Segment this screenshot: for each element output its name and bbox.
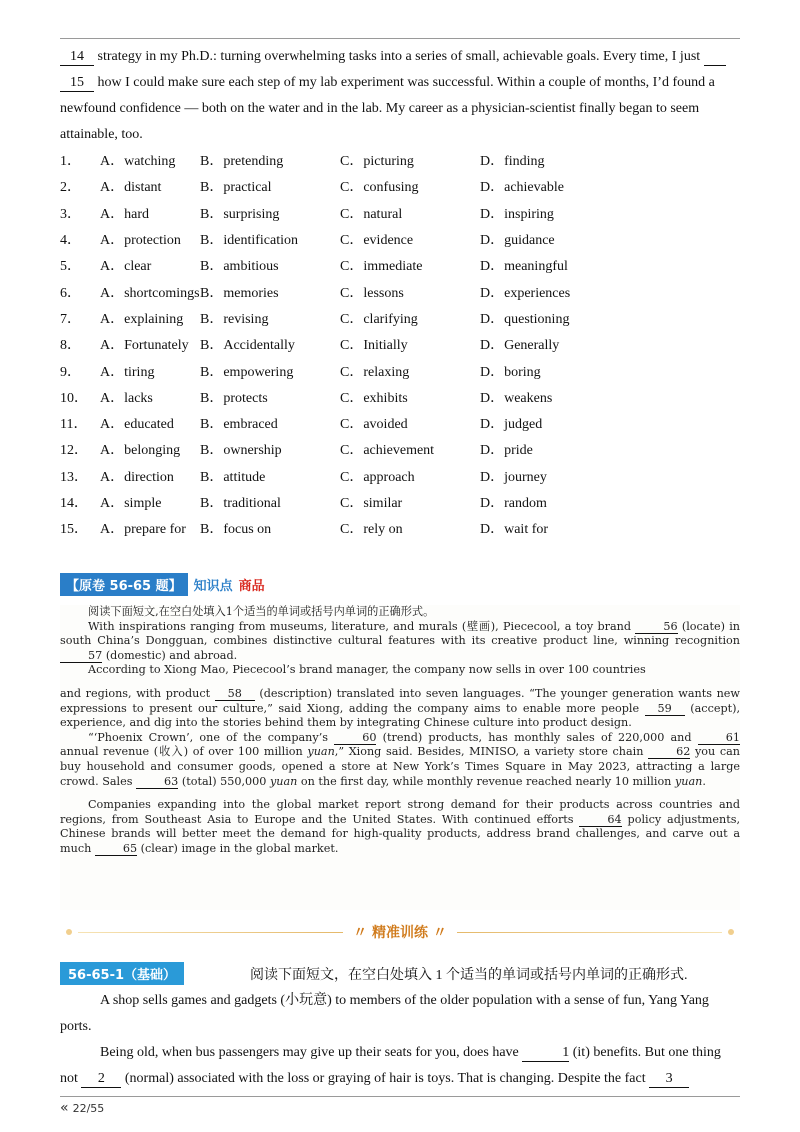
passage-continuation — [60, 44, 740, 148]
option-row — [60, 278, 760, 304]
option-row — [60, 147, 760, 173]
option-b: B．ownership — [200, 443, 282, 459]
blank-65: 65 — [95, 843, 137, 856]
option-c: C．clarifying — [340, 311, 418, 327]
option-number: 12． — [60, 443, 88, 459]
blank-62: 62 — [648, 746, 690, 759]
option-number: 13． — [60, 469, 88, 485]
blank-56: 56 — [635, 621, 677, 634]
scanned-passage — [60, 605, 740, 910]
option-d: D．pride — [480, 443, 533, 459]
option-row — [60, 357, 760, 383]
option-c: C．immediate — [340, 259, 423, 275]
divider-dot-icon — [728, 929, 734, 935]
blank-63: 63 — [136, 776, 178, 789]
scan-paragraph-2: According to Xiong Mao, Piececool’s brand manager, the company now sells in over 100 countries — [88, 663, 646, 677]
option-c: C．rely on — [340, 522, 403, 538]
blank-2: 2 — [81, 1071, 121, 1088]
option-c: C．Initially — [340, 338, 408, 354]
divider-line-right — [457, 932, 722, 933]
option-b: B．surprising — [200, 206, 280, 222]
option-c: C．confusing — [340, 180, 419, 196]
option-row — [60, 436, 760, 462]
option-a: A．direction — [100, 469, 174, 485]
exercise-paragraph-3: not 2 (normal) associated with the loss or graying of hair is toys. That is changing. Despite the fact 3 — [60, 1066, 740, 1092]
option-d: D．inspiring — [480, 206, 554, 222]
option-d: D．weakens — [480, 390, 553, 406]
divider-label: 〃 精准训练 〃 — [353, 925, 447, 941]
option-number: 5． — [60, 259, 81, 275]
option-c: C．approach — [340, 469, 415, 485]
option-c: C．achievement — [340, 443, 435, 459]
blank-64: 64 — [579, 814, 621, 827]
divider-line-left — [78, 932, 343, 933]
option-row — [60, 305, 760, 331]
option-d: D．wait for — [480, 522, 549, 538]
top-rule — [60, 38, 740, 39]
scan-paragraph-3: and regions, with product 58 (description) translated into seven languages. “The younger generation wants new expressions to present our culture,” said Xiong, adding the company aims to enable more people 59 (accept), experience, and dig into the stories behind them by integrating Chinese culture into product design. — [60, 686, 741, 730]
passage-line-4: attainable, too. — [60, 127, 143, 142]
option-c: C．exhibits — [340, 390, 408, 406]
blank-61: 61 — [698, 732, 740, 745]
option-number: 2． — [60, 180, 81, 196]
blank-15: 15 — [60, 75, 94, 92]
option-b: B．empowering — [200, 364, 294, 380]
option-d: D．achievable — [480, 180, 564, 196]
option-b: B．pretending — [200, 154, 284, 170]
option-a: A．distant — [100, 180, 162, 196]
option-row — [60, 463, 760, 489]
blank-58: 58 — [215, 688, 255, 701]
option-b: B．identification — [200, 233, 298, 249]
option-number: 7． — [60, 311, 81, 327]
option-a: A．simple — [100, 496, 162, 511]
option-b: B．memories — [200, 285, 279, 301]
option-row — [60, 173, 760, 199]
option-a: A．protection — [100, 233, 181, 249]
option-b: B．ambitious — [200, 259, 279, 275]
option-number: 4． — [60, 233, 81, 249]
option-row — [60, 489, 760, 515]
option-c: C．lessons — [340, 285, 404, 301]
option-a: A．belonging — [100, 443, 181, 459]
scan-paragraph-5: Companies expanding into the global market report strong demand for their products across countries and regions, from Southeast Asia to Europe and the United States. With continued efforts 64 policy adjustments, Chinese brands will better meet the demand for high-quality products, address brand challenges, and carve out a much 65 (clear) image in the global market. — [60, 798, 741, 855]
page-number: 22/55 — [72, 1101, 105, 1115]
option-c: C．natural — [340, 206, 403, 222]
scan-paragraph-1: With inspirations ranging from museums, literature, and murals (壁画), Piececool, a toy brand 56 (locate) in south China’s Dongguan, combines distinctive cultural features with its creative product line, winning recognition 57 (domestic) and abroad. — [60, 619, 741, 662]
option-a: A．shortcomings — [100, 285, 200, 301]
option-number: 15． — [60, 522, 88, 538]
option-number: 6． — [60, 285, 81, 301]
exercise-badge: 56-65-1（基础） — [60, 962, 184, 985]
option-row — [60, 410, 760, 436]
option-d: D．boring — [480, 364, 541, 380]
blank-3: 3 — [649, 1071, 689, 1088]
option-d: D．Generally — [480, 338, 560, 354]
scan-instruction: 阅读下面短文,在空白处填入1个适当的单词或括号内单词的正确形式。 — [88, 605, 435, 618]
option-row — [60, 384, 760, 410]
option-number: 1． — [60, 154, 81, 170]
exercise-header — [60, 962, 740, 985]
option-number: 3． — [60, 206, 81, 222]
section-tag — [60, 573, 265, 595]
option-a: A．lacks — [100, 390, 153, 406]
option-row — [60, 331, 760, 357]
option-number: 8． — [60, 338, 81, 354]
option-d: D．experiences — [480, 285, 571, 301]
option-b: B．attitude — [200, 469, 266, 485]
footer-rule — [60, 1096, 740, 1097]
passage-line-1: 14 strategy in my Ph.D.: turning overwhelming tasks into a series of small, achievable goals. Every time, I just — [60, 44, 740, 70]
option-b: B．focus on — [200, 522, 272, 538]
exercise-paragraph-1-end: ports. — [60, 1019, 92, 1034]
option-d: D．guidance — [480, 233, 555, 249]
knowledge-point-label: 知识点 — [193, 578, 233, 594]
option-number: 10． — [60, 390, 88, 406]
answer-options — [60, 147, 760, 541]
blank-57: 57 — [60, 650, 102, 663]
topic-label: 商品 — [238, 578, 265, 594]
option-c: C．avoided — [340, 417, 408, 433]
option-a: A．explaining — [100, 311, 184, 327]
exercise-paragraph-1: A shop sells games and gadgets (小玩意) to members of the older population with a sense of fun, Yang Yang — [100, 993, 709, 1008]
option-a: A．watching — [100, 154, 176, 170]
option-b: B．Accidentally — [200, 338, 295, 354]
exercise-paragraph-2: Being old, when bus passengers may give up their seats for you, does have 1 (it) benefits. But one thing — [100, 1045, 721, 1060]
blank-59: 59 — [645, 703, 685, 716]
divider-dot-icon — [66, 929, 72, 935]
blank-14: 14 — [60, 49, 94, 66]
exercise-instruction: 阅读下面短文，在空白处填入 1 个适当的单词或括号内单词的正确形式. — [250, 967, 688, 983]
option-row — [60, 226, 760, 252]
option-row — [60, 515, 760, 541]
scan-paragraph-4: “‘Phoenix Crown’, one of the company’s 60 (trend) products, has monthly sales of 220,000 and 61 annual revenue (收入) of over 100 million yuan,” Xiong said. Besides, MINISO, a variety store chain 62 you can buy household and consumer goods, opened a store at New York’s Times Square in May 2023, attracting a large crowd. Sales 63 (total) 550,000 yuan on the first day, while monthly revenue reached nearly 10 million yuan. — [60, 730, 741, 788]
option-b: B．revising — [200, 311, 269, 327]
option-d: D．questioning — [480, 311, 570, 327]
option-a: A．tiring — [100, 364, 155, 380]
blank-1: 1 — [522, 1045, 569, 1062]
option-d: D．judged — [480, 417, 543, 433]
section-divider — [60, 922, 740, 942]
option-c: C．evidence — [340, 233, 414, 249]
page-footer — [60, 1100, 104, 1116]
option-d: D．journey — [480, 469, 547, 485]
double-chevron-icon: « — [60, 1100, 69, 1116]
option-b: B．practical — [200, 180, 272, 196]
exercise-passage — [60, 988, 740, 1092]
blank-60: 60 — [334, 732, 376, 745]
option-d: D．random — [480, 496, 547, 511]
option-c: C．picturing — [340, 154, 414, 170]
option-b: B．protects — [200, 390, 268, 406]
option-a: A．hard — [100, 206, 149, 222]
option-d: D．meaningful — [480, 259, 568, 275]
blank-trailing — [704, 49, 726, 66]
option-a: A．clear — [100, 259, 152, 275]
option-d: D．finding — [480, 154, 545, 170]
option-row — [60, 200, 760, 226]
option-c: C．similar — [340, 496, 403, 511]
option-b: B．traditional — [200, 496, 281, 511]
option-c: C．relaxing — [340, 364, 410, 380]
option-row — [60, 252, 760, 278]
source-tag: 【原卷 56-65 题】 — [60, 573, 188, 596]
passage-line-3: newfound confidence — both on the water and in the lab. My career as a physician-scientist finally began to seem — [60, 101, 700, 116]
passage-line-2: 15 how I could make sure each step of my lab experiment was successful. Within a couple of months, I’d found a — [60, 70, 740, 96]
option-number: 11． — [60, 417, 88, 433]
option-number: 9． — [60, 364, 81, 380]
option-number: 14． — [60, 496, 88, 511]
option-a: A．educated — [100, 417, 174, 433]
option-a: A．prepare for — [100, 522, 186, 538]
option-b: B．embraced — [200, 417, 278, 433]
option-a: A．Fortunately — [100, 338, 189, 354]
